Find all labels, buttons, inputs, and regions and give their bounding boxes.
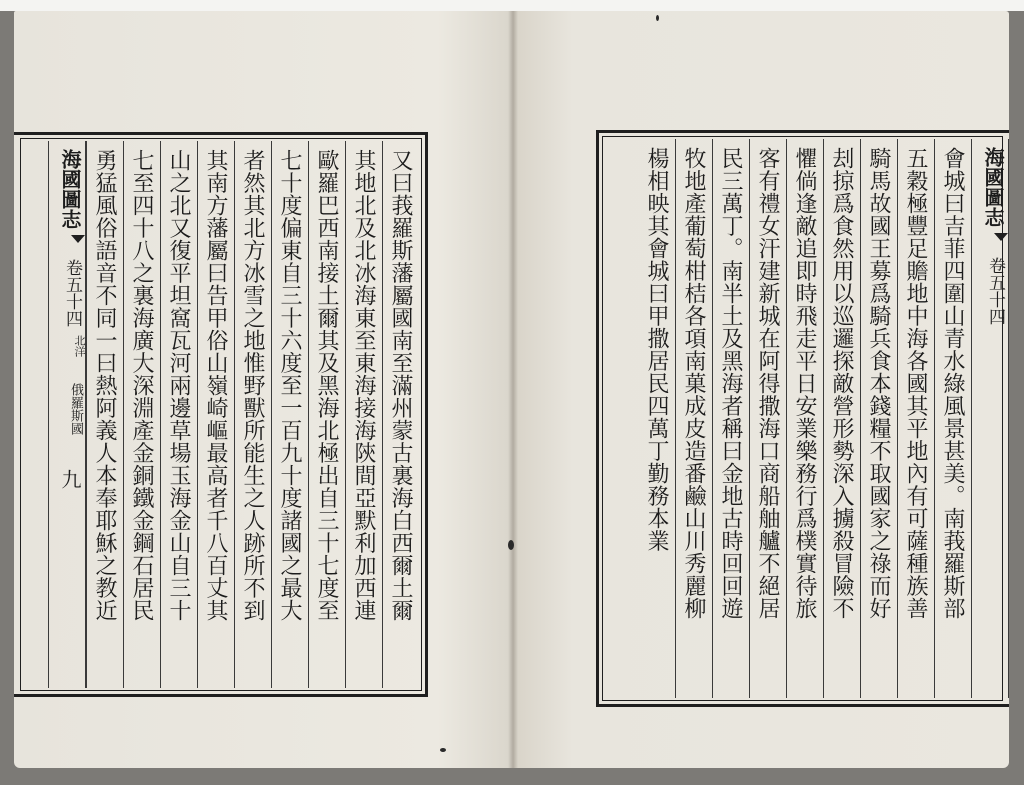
left-columns — [14, 141, 419, 688]
text-column: 山之北又復平坦窩瓦河兩邊草場玉海金山自三十 — [160, 141, 197, 688]
text-column: 刦掠爲食然用以巡邏探敵營形勢深入擄殺冒險不 — [823, 139, 860, 698]
fishtail-mark — [71, 235, 85, 243]
text-column: 又曰莪羅斯藩屬國南至滿州蒙古裏海白西爾土爾 — [382, 141, 419, 688]
text-column: 者然其北方冰雪之地惟野獸所能生之人跡所不到 — [234, 141, 271, 688]
right-page-margin-column — [971, 139, 1009, 698]
left-page-margin-column — [48, 141, 86, 688]
chapter-subtitle: 俄羅斯國 — [68, 383, 83, 435]
text-column: 民三萬丁。南半土及黑海者稱曰金地古時回回遊 — [712, 139, 749, 698]
top-bar — [0, 0, 1024, 11]
text-column: 七至四十八之裏海廣大深淵產金銅鐵金鋼石居民 — [123, 141, 160, 688]
book-title: 海國圖志 — [981, 147, 1005, 227]
paper-speck — [508, 540, 514, 550]
page-number: 九 — [58, 469, 82, 489]
text-column: 勇猛風俗語音不同一曰熱阿義人本奉耶穌之教近 — [86, 141, 123, 688]
volume-number: 卷五十四 — [62, 259, 82, 327]
text-column: 騎馬故國王募爲騎兵食本錢糧不取國家之祿而好 — [860, 139, 897, 698]
left-text-block — [14, 132, 428, 697]
right-columns — [605, 139, 1009, 698]
text-column: 懼倘逢敵追即時飛走平日安業樂務行爲樸實待旅 — [786, 139, 823, 698]
text-column: 七十度偏東自三十六度至一百九十度諸國之最大 — [271, 141, 308, 688]
text-column: 其南方藩屬曰告甲俗山嶺崎嶇最高者千八百丈其 — [197, 141, 234, 688]
text-column: 楊相映其會城曰甲撒居民四萬丁勤務本業 — [644, 147, 669, 552]
book-title: 海國圖志 — [58, 149, 82, 229]
fishtail-mark — [994, 233, 1008, 241]
right-text-block — [596, 130, 1009, 707]
text-column: 牧地產葡萄柑桔各項南菓成皮造番鹼山川秀麗柳 — [675, 139, 712, 698]
paper-speck — [440, 748, 446, 752]
book-gutter — [508, 11, 518, 768]
text-column: 其地北及北冰海東至東海接海陝間亞默利加西連 — [345, 141, 382, 688]
section-label: 北洋 — [73, 335, 86, 357]
text-column: 會城曰吉菲四圍山青水綠風景甚美。南莪羅斯部 — [934, 139, 971, 698]
text-column: 客有禮女汗建新城在阿得撒海口商船舳艫不絕居 — [749, 139, 786, 698]
paper-speck — [656, 15, 659, 21]
text-column: 歐羅巴西南接土爾其及黑海北極出自三十七度至 — [308, 141, 345, 688]
text-column: 五穀極豐足贍地中海各國其平地內有可薩種族善 — [897, 139, 934, 698]
volume-number: 卷五十四 — [985, 257, 1005, 325]
